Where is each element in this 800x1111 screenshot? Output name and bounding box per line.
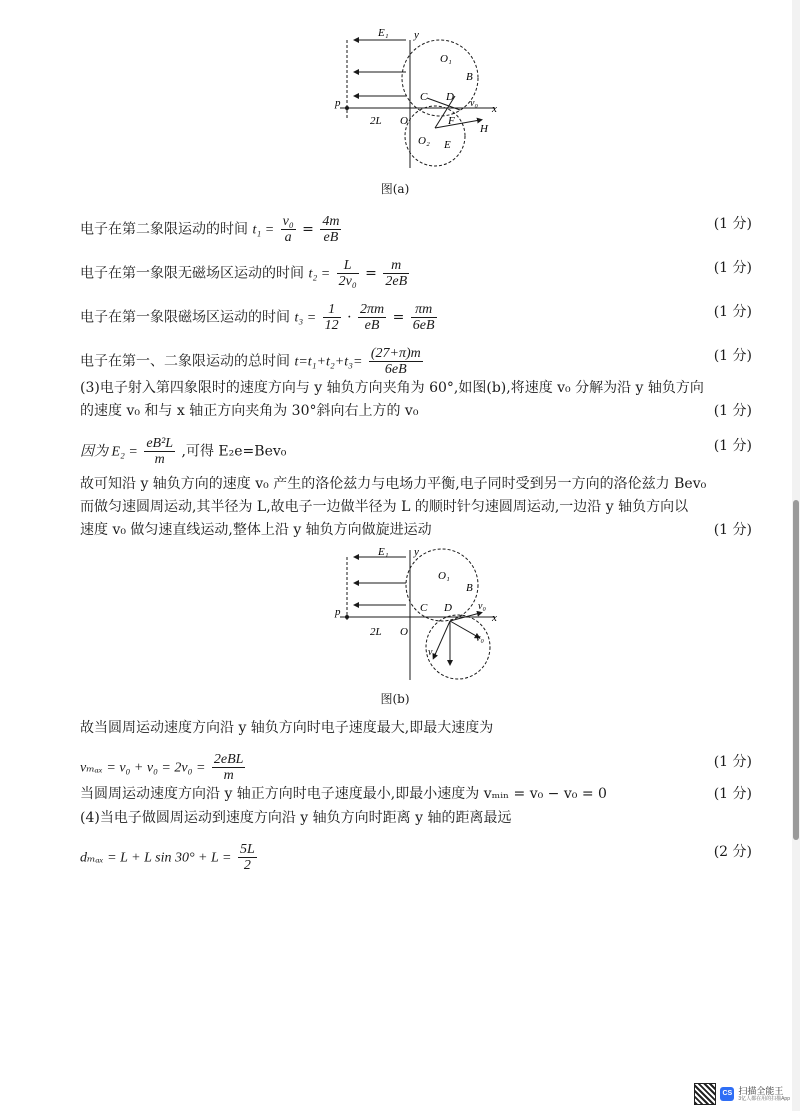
numerator: 5L xyxy=(239,842,255,857)
line-dmax xyxy=(80,842,752,873)
label-H: H xyxy=(480,123,488,135)
scanner-watermark xyxy=(694,1083,790,1105)
label-O2: O₂ xyxy=(418,135,430,147)
paragraph-text: 当圆周运动速度方向沿 y 轴正方向时电子速度最小,即最小速度为 vₘᵢₙ = v₀ − v₀ = 0 xyxy=(80,786,607,802)
line-t1 xyxy=(80,214,752,245)
paragraph-text: 故当圆周运动速度方向沿 y 轴负方向时电子速度最大,即最大速度为 xyxy=(80,720,494,736)
paragraph-text: (4)当电子做圆周运动到速度方向沿 y 轴负方向时距离 y 轴的距离最远 xyxy=(80,810,512,826)
camscanner-logo-icon: CS xyxy=(720,1087,734,1101)
score: (2 分) xyxy=(713,844,752,860)
line-vmax-pre: vₘₐₓ = v₀ + v₀ = 2v₀ = xyxy=(80,760,206,776)
label-F: F xyxy=(448,115,455,127)
line-t3 xyxy=(80,302,752,333)
denominator: 12 xyxy=(324,318,339,333)
fraction xyxy=(281,214,296,245)
fraction xyxy=(144,436,175,467)
denominator: a xyxy=(284,230,292,245)
figure-b-diagram xyxy=(320,545,510,685)
fraction xyxy=(411,302,437,333)
denominator: 2 xyxy=(243,858,251,873)
label-O1: O₁ xyxy=(440,53,452,65)
fraction xyxy=(320,214,341,245)
vertical-scrollbar[interactable] xyxy=(792,0,800,1111)
line-t1-text: 电子在第二象限运动的时间 xyxy=(80,221,248,238)
label-C: C xyxy=(420,602,428,614)
fraction xyxy=(323,302,341,333)
line-dmax-pre: dₘₐₓ = L + L sin 30° + L = xyxy=(80,850,232,866)
line-vmax xyxy=(80,752,752,783)
score: (1 分) xyxy=(713,216,752,232)
label-x: x xyxy=(492,103,497,115)
line-lorentz-3 xyxy=(80,520,752,540)
line-lorentz-1 xyxy=(80,474,752,494)
score: (1 分) xyxy=(713,403,752,419)
label-D: D xyxy=(446,91,454,103)
denominator: eB xyxy=(323,230,339,245)
multiply-dot: · xyxy=(347,309,352,326)
denominator: eB xyxy=(364,318,380,333)
paragraph-text: 故可知沿 y 轴负方向的速度 v₀ 产生的洛伦兹力与电场力平衡,电子同时受到另一方向的洛伦兹力 Bev₀ xyxy=(80,476,707,492)
numerator: 2eBL xyxy=(213,752,244,767)
fraction xyxy=(337,258,359,289)
score: (1 分) xyxy=(713,260,752,276)
line-max-speed-intro xyxy=(80,718,752,738)
numerator: eB²L xyxy=(146,436,174,451)
label-E1: E₁ xyxy=(378,28,389,39)
numerator: 1 xyxy=(323,302,341,318)
numerator: 4m xyxy=(322,214,340,229)
label-B: B xyxy=(466,582,473,594)
paragraph-text: 而做匀速圆周运动,其半径为 L,故电子一边做半径为 L 的顺时针匀速圆周运动,一边沿 y 轴负方向以 xyxy=(80,499,689,515)
fraction xyxy=(212,752,246,783)
line-e2-pre: 因为 E₂ = xyxy=(80,444,138,460)
numerator: πm xyxy=(411,302,437,318)
line-t2-lhs: t₂ = xyxy=(308,266,331,282)
denominator: 6eB xyxy=(412,318,435,333)
fraction xyxy=(383,258,409,289)
watermark-sub: 3亿人都在用的扫描App xyxy=(738,1096,790,1102)
label-O: O xyxy=(400,626,408,638)
equals: = xyxy=(392,309,405,326)
line-t2 xyxy=(80,258,752,289)
numerator: v₀ xyxy=(282,214,294,229)
denominator: m xyxy=(223,768,234,783)
label-y: y xyxy=(414,29,419,41)
label-E: E xyxy=(444,139,451,151)
line-part3-intro xyxy=(80,378,752,398)
label-B: B xyxy=(466,71,473,83)
denominator: 2eB xyxy=(385,274,408,289)
line-t3-lhs: t₃ = xyxy=(294,310,317,326)
paragraph-text: 速度 v₀ 做匀速直线运动,整体上沿 y 轴负方向做旋进运动 xyxy=(80,522,432,538)
label-v0: v₀ xyxy=(470,98,478,109)
label-D: D xyxy=(444,602,452,614)
denominator: 6eB xyxy=(384,362,407,377)
label-v0: v₀ xyxy=(476,633,484,644)
label-C: C xyxy=(420,91,428,103)
equals: = xyxy=(302,221,314,238)
equals: = xyxy=(365,265,377,282)
line-t-total xyxy=(80,346,752,377)
label-O1: O₁ xyxy=(438,570,450,582)
line-part4-intro xyxy=(80,808,752,828)
fraction xyxy=(238,842,257,873)
label-y: y xyxy=(414,546,419,558)
label-O: O xyxy=(400,115,408,127)
paragraph-text: (3)电子射入第四象限时的速度方向与 y 轴负方向夹角为 60°,如图(b),将速度 v₀ 分解为沿 y 轴负方向 xyxy=(80,380,704,396)
label-v0: v₀ xyxy=(428,647,436,658)
label-2L: 2L xyxy=(370,115,382,127)
numerator: 2πm xyxy=(359,302,385,317)
line-t3-text: 电子在第一象限磁场区运动的时间 xyxy=(80,309,290,326)
label-p: p xyxy=(335,606,341,618)
line-e2 xyxy=(80,436,752,467)
score: (1 分) xyxy=(713,786,752,802)
watermark-name: 扫描全能王 xyxy=(738,1086,784,1096)
watermark-text xyxy=(738,1086,790,1102)
figure-a-diagram xyxy=(320,28,510,178)
label-x: x xyxy=(492,612,497,624)
line-t-total-text: 电子在第一、二象限运动的总时间 xyxy=(80,353,290,370)
numerator: L xyxy=(337,258,359,274)
line-vmin xyxy=(80,784,752,804)
score: (1 分) xyxy=(713,754,752,770)
line-t1-lhs: t₁ = xyxy=(252,222,275,238)
label-p: p xyxy=(335,97,341,109)
fraction xyxy=(358,302,386,333)
numerator: (27+π)m xyxy=(370,346,421,361)
score: (1 分) xyxy=(713,348,752,364)
label-2L: 2L xyxy=(370,626,382,638)
line-e2-post: ,可得 E₂e=Bev₀ xyxy=(181,443,287,460)
qr-code-icon xyxy=(694,1083,716,1105)
paragraph-text: 的速度 v₀ 和与 x 轴正方向夹角为 30°斜向右上方的 v₀ xyxy=(80,403,419,419)
line-t-total-lhs: t=t₁+t₂+t₃= xyxy=(294,354,363,370)
figure-b-caption: 图(b) xyxy=(380,692,410,706)
score: (1 分) xyxy=(713,438,752,454)
label-v0: v₀ xyxy=(478,601,486,612)
denominator: m xyxy=(154,452,165,467)
score: (1 分) xyxy=(713,304,752,320)
label-E1: E₁ xyxy=(378,546,389,558)
scrollbar-thumb[interactable] xyxy=(793,500,799,840)
score: (1 分) xyxy=(713,522,752,538)
numerator: m xyxy=(383,258,409,274)
line-t2-text: 电子在第一象限无磁场区运动的时间 xyxy=(80,265,304,282)
denominator: 2v₀ xyxy=(338,274,357,289)
line-part3-decompose xyxy=(80,401,752,421)
fraction xyxy=(369,346,423,377)
line-lorentz-2 xyxy=(80,497,752,517)
figure-a-caption: 图(a) xyxy=(380,182,410,196)
